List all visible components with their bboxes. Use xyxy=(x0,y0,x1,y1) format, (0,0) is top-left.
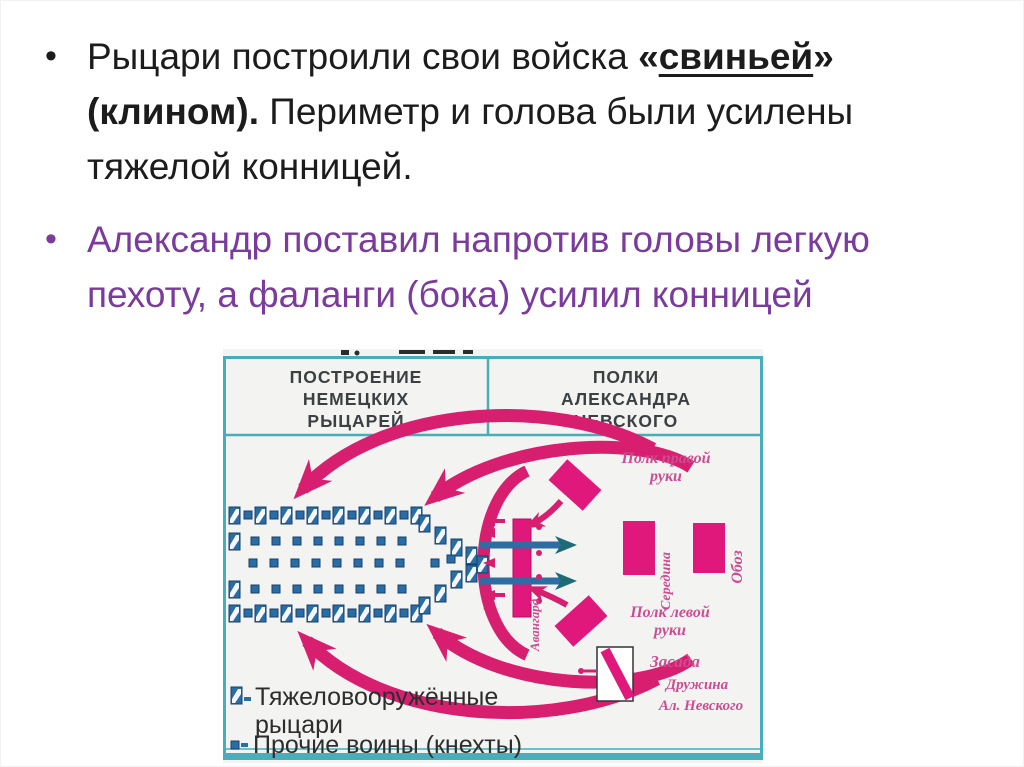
kneht-icon xyxy=(272,537,280,545)
bullet-item-alexander xyxy=(39,212,989,322)
kneht-icon xyxy=(314,537,322,545)
kneht-icon xyxy=(249,559,257,567)
label-vanguard: Авангард xyxy=(527,598,542,652)
kneht-icon xyxy=(400,609,408,617)
text-segment: пехоту, а фаланги (бока) усилил конницей xyxy=(87,274,813,315)
knight-icon-dash xyxy=(244,697,251,701)
knight-icon xyxy=(385,605,396,622)
bullet-text-alexander xyxy=(87,212,989,322)
kneht-icon xyxy=(270,559,278,567)
knight-icon xyxy=(281,605,292,622)
kneht-icon xyxy=(231,741,239,749)
knight-icon xyxy=(307,605,318,622)
kneht-icon xyxy=(431,559,439,567)
kneht-icon xyxy=(356,537,364,545)
label-ambush: Засада xyxy=(650,652,700,671)
text-segment: » xyxy=(813,36,834,77)
label-left-regiment: Полк левой xyxy=(630,604,710,621)
kneht-icon xyxy=(251,537,259,545)
kneht-icon xyxy=(296,609,304,617)
battle-scheme-image xyxy=(223,349,763,763)
kneht-icon xyxy=(335,585,343,593)
legend-knights-line1: Тяжеловооружённые xyxy=(255,683,499,711)
knight-icon xyxy=(466,547,477,564)
kneht-icon xyxy=(335,537,343,545)
text-segment: « xyxy=(638,36,659,77)
legend-knehts-line1: Прочие воины (кнехты) xyxy=(253,731,523,759)
header-left-line2: НЕМЕЦКИХ xyxy=(302,389,410,409)
knight-icon xyxy=(466,565,477,582)
knight-icon xyxy=(333,605,344,622)
kneht-icon xyxy=(293,585,301,593)
knight-icon xyxy=(385,507,396,524)
kneht-icon xyxy=(333,559,341,567)
kneht-icon-dash xyxy=(241,743,248,747)
kneht-icon xyxy=(348,609,356,617)
kneht-icon xyxy=(291,559,299,567)
header-right-line2: АЛЕКСАНДРА xyxy=(561,389,691,409)
text-segment: тяжелой конницей. xyxy=(87,146,413,187)
label-left-regiment-2: руки xyxy=(654,622,686,639)
battle-diagram-svg xyxy=(223,349,763,763)
kneht-icon xyxy=(244,511,252,519)
kneht-icon xyxy=(398,585,406,593)
bullet-list xyxy=(39,29,989,322)
kneht-icon xyxy=(375,559,383,567)
kneht-icon xyxy=(312,559,320,567)
kneht-icon xyxy=(272,585,280,593)
bullet-marker: • xyxy=(45,220,57,258)
knight-icon xyxy=(451,539,462,556)
legend-knights-line2: рыцари xyxy=(255,711,343,739)
bullet-marker: • xyxy=(45,37,57,75)
kneht-icon xyxy=(244,609,252,617)
header-right-line1: ПОЛКИ xyxy=(592,367,660,387)
knight-icon xyxy=(419,597,430,614)
knight-icon xyxy=(307,507,318,524)
text-segment: Александр поставил напротив головы легкую xyxy=(87,219,870,260)
kneht-icon xyxy=(447,555,455,563)
kneht-icon xyxy=(374,511,382,519)
knight-icon xyxy=(231,687,242,704)
header-left-line1: ПОСТРОЕНИЕ xyxy=(289,367,423,387)
label-right-regiment-2: руки xyxy=(650,468,682,485)
kneht-icon xyxy=(348,511,356,519)
label-druzhina-2: Ал. Невского xyxy=(658,698,744,714)
text-segment: (клином). xyxy=(87,91,270,132)
center-regiment-block xyxy=(623,521,655,575)
knight-icon xyxy=(359,507,370,524)
knight-icon xyxy=(435,585,446,602)
kneht-icon xyxy=(251,585,259,593)
knight-icon xyxy=(229,533,240,550)
text-segment: свиньей xyxy=(658,36,814,77)
kneht-icon xyxy=(322,511,330,519)
label-baggage: Обоз xyxy=(729,550,746,584)
header-left-cell xyxy=(290,367,423,431)
bullet-item-knights xyxy=(39,29,989,194)
kneht-icon xyxy=(377,537,385,545)
knight-icon xyxy=(255,605,266,622)
knight-icon xyxy=(435,527,446,544)
knight-icon xyxy=(477,556,488,573)
kneht-icon xyxy=(354,559,362,567)
header-right-line3: НЕВСКОГО xyxy=(573,411,679,431)
text-segment: Периметр и голова были усилены xyxy=(269,91,854,132)
label-center: Середина xyxy=(659,551,674,611)
text-segment: Рыцари построили свои войска xyxy=(87,36,639,77)
kneht-icon xyxy=(293,537,301,545)
label-right-regiment: Полк правой xyxy=(621,450,711,467)
kneht-icon xyxy=(314,585,322,593)
header-left-line3: РЫЦАРЕЙ xyxy=(307,411,405,431)
kneht-icon xyxy=(400,511,408,519)
kneht-icon xyxy=(398,537,406,545)
bullet-text-knights xyxy=(87,29,989,194)
label-druzhina: Дружина xyxy=(665,677,729,693)
kneht-icon xyxy=(396,559,404,567)
kneht-icon xyxy=(270,511,278,519)
kneht-icon xyxy=(377,585,385,593)
kneht-icon xyxy=(270,609,278,617)
kneht-icon xyxy=(374,609,382,617)
knight-icon xyxy=(255,507,266,524)
baggage-train-block xyxy=(693,523,725,573)
kneht-icon xyxy=(356,585,364,593)
knight-icon xyxy=(229,507,240,524)
knight-icon xyxy=(333,507,344,524)
kneht-icon xyxy=(322,609,330,617)
knight-icon xyxy=(281,507,292,524)
knight-icon xyxy=(419,515,430,532)
kneht-icon xyxy=(296,511,304,519)
knight-icon xyxy=(451,571,462,588)
knight-icon xyxy=(229,581,240,598)
knight-icon xyxy=(229,605,240,622)
knight-icon xyxy=(359,605,370,622)
